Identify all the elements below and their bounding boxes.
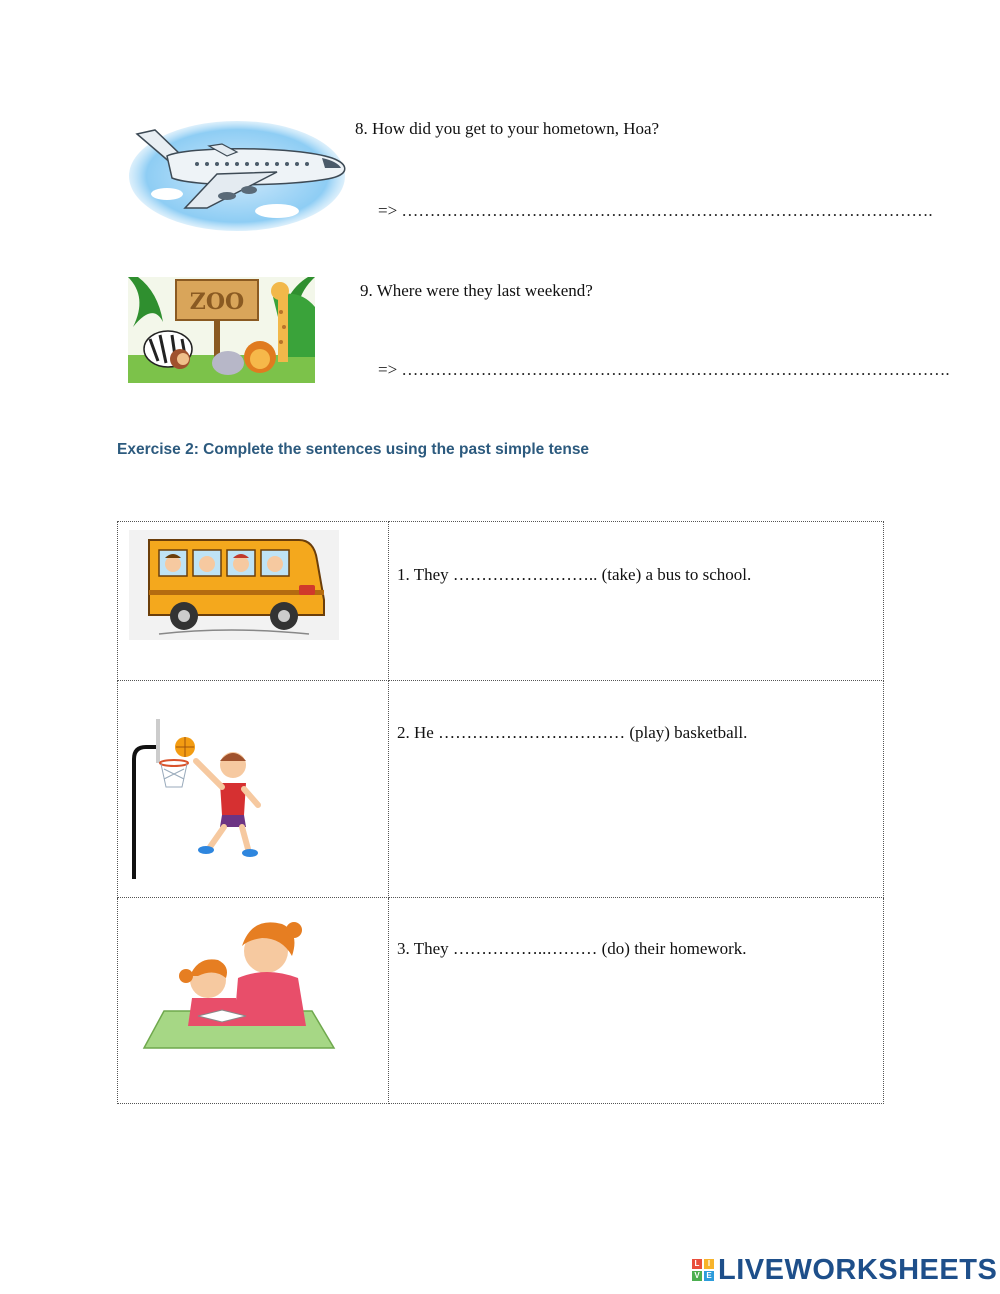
logo-blocks-icon: [692, 1259, 714, 1281]
logo-block: L: [692, 1259, 702, 1269]
sentence-3[interactable]: 3. They ……………..……… (do) their homework.: [397, 939, 747, 958]
question-8-text: 8. How did you get to your hometown, Hoa?: [355, 119, 660, 138]
homework-image: [142, 916, 337, 1051]
image-cell: [118, 522, 389, 681]
airplane-image: [127, 116, 347, 231]
basketball-boy-image: [128, 719, 268, 879]
sentence-1[interactable]: 1. They …………………….. (take) a bus to school.: [397, 565, 752, 584]
question-9-answer-line[interactable]: => …………………………………………………………………………………….: [378, 360, 950, 379]
sentence-cell[interactable]: [389, 898, 884, 1104]
school-bus-image: [129, 530, 339, 640]
exercise-2-heading: Exercise 2: Complete the sentences using the past simple tense: [117, 441, 590, 458]
sentence-cell[interactable]: [389, 681, 884, 898]
question-9-text: 9. Where were they last weekend?: [360, 281, 593, 300]
sentence-2[interactable]: 2. He …………………………… (play) basketball.: [397, 723, 748, 742]
question-8-answer-line[interactable]: => ………………………………………………………………………………….: [378, 201, 933, 220]
logo-text: LIVEWORKSHEETS: [718, 1254, 998, 1286]
exercise-2-table: [117, 521, 884, 1104]
table-row: [118, 898, 884, 1104]
logo-block: I: [704, 1259, 714, 1269]
image-cell: [118, 681, 389, 898]
logo-block: E: [704, 1271, 714, 1281]
sentence-cell[interactable]: [389, 522, 884, 681]
zoo-image: [128, 277, 315, 383]
liveworksheets-logo[interactable]: [692, 1255, 997, 1285]
image-cell: [118, 898, 389, 1104]
zoo-sign-text: ZOO: [189, 289, 245, 315]
logo-block: V: [692, 1271, 702, 1281]
table-row: [118, 522, 884, 681]
table-row: [118, 681, 884, 898]
